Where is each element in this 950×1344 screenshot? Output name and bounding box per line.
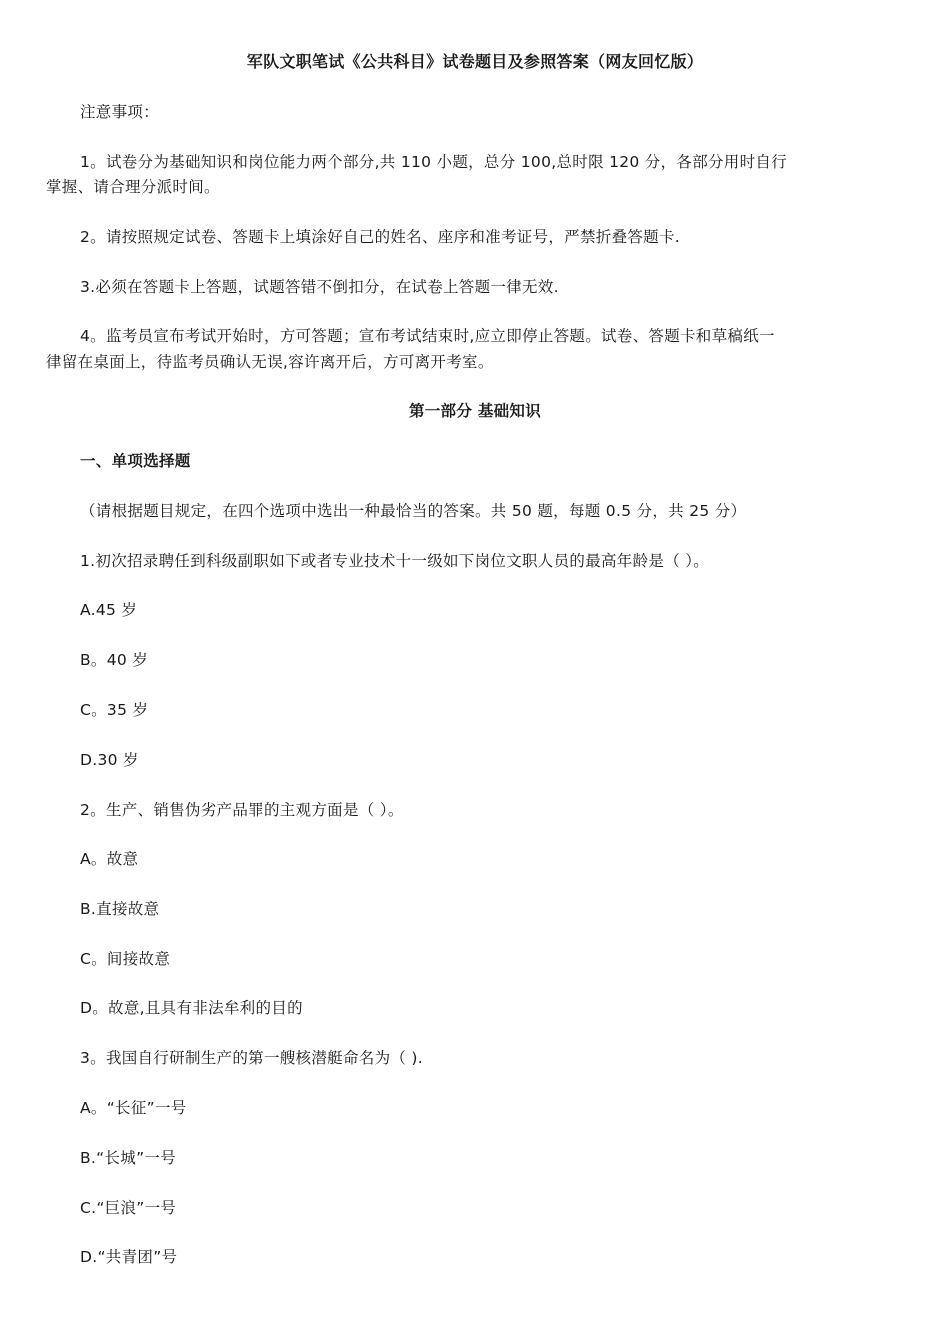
question-1-option-c: C。35 岁 [80, 701, 149, 719]
section-instruction: （请根据题目规定，在四个选项中选出一种最恰当的答案。共 50 题，每题 0.5 分，共 25 分） [80, 502, 747, 520]
question-3-option-d: D.“共青团”号 [80, 1248, 178, 1266]
document-title: 军队文职笔试《公共科目》试卷题目及参照答案（网友回忆版） [246, 52, 704, 71]
notice-4-line-1: 4。监考员宣布考试开始时，方可答题；宣布考试结束时,应立即停止答题。试卷、答题卡和草稿纸一 [80, 327, 775, 345]
question-1-option-d: D.30 岁 [80, 751, 139, 769]
question-1-option-a: A.45 岁 [80, 601, 138, 619]
question-1-option-b: B。40 岁 [80, 651, 149, 669]
question-2-stem: 2。生产、销售伪劣产品罪的主观方面是（ ）。 [80, 801, 404, 819]
question-2-option-b: B.直接故意 [80, 900, 160, 918]
question-1-stem: 1.初次招录聘任到科级副职如下或者专业技术十一级如下岗位文职人员的最高年龄是（ ）。 [80, 552, 710, 570]
notice-heading: 注意事项： [80, 103, 160, 121]
notice-2: 2。请按照规定试卷、答题卡上填涂好自己的姓名、座序和准考证号，严禁折叠答题卡. [80, 228, 680, 246]
question-3-stem: 3。我国自行研制生产的第一艘核潜艇命名为（ ). [80, 1049, 423, 1067]
notice-3: 3.必须在答题卡上答题，试题答错不倒扣分，在试卷上答题一律无效. [80, 278, 559, 296]
question-2-option-c: C。间接故意 [80, 950, 171, 968]
part-heading: 第一部分 基础知识 [408, 402, 542, 420]
notice-1-line-2: 掌握、请合理分派时间。 [46, 178, 220, 196]
question-3-option-c: C.“巨浪”一号 [80, 1199, 177, 1217]
section-heading: 一、单项选择题 [80, 452, 191, 470]
question-2-option-d: D。故意,且具有非法牟利的目的 [80, 999, 303, 1017]
question-3-option-a: A。“长征”一号 [80, 1099, 187, 1117]
notice-1-line-1: 1。试卷分为基础知识和岗位能力两个部分,共 110 小题，总分 100,总时限 120 分，各部分用时自行 [80, 153, 788, 171]
notice-4-line-2: 律留在桌面上，待监考员确认无误,容许离开后，方可离开考室。 [46, 353, 494, 371]
question-2-option-a: A。故意 [80, 850, 139, 868]
question-3-option-b: B.“长城”一号 [80, 1149, 177, 1167]
